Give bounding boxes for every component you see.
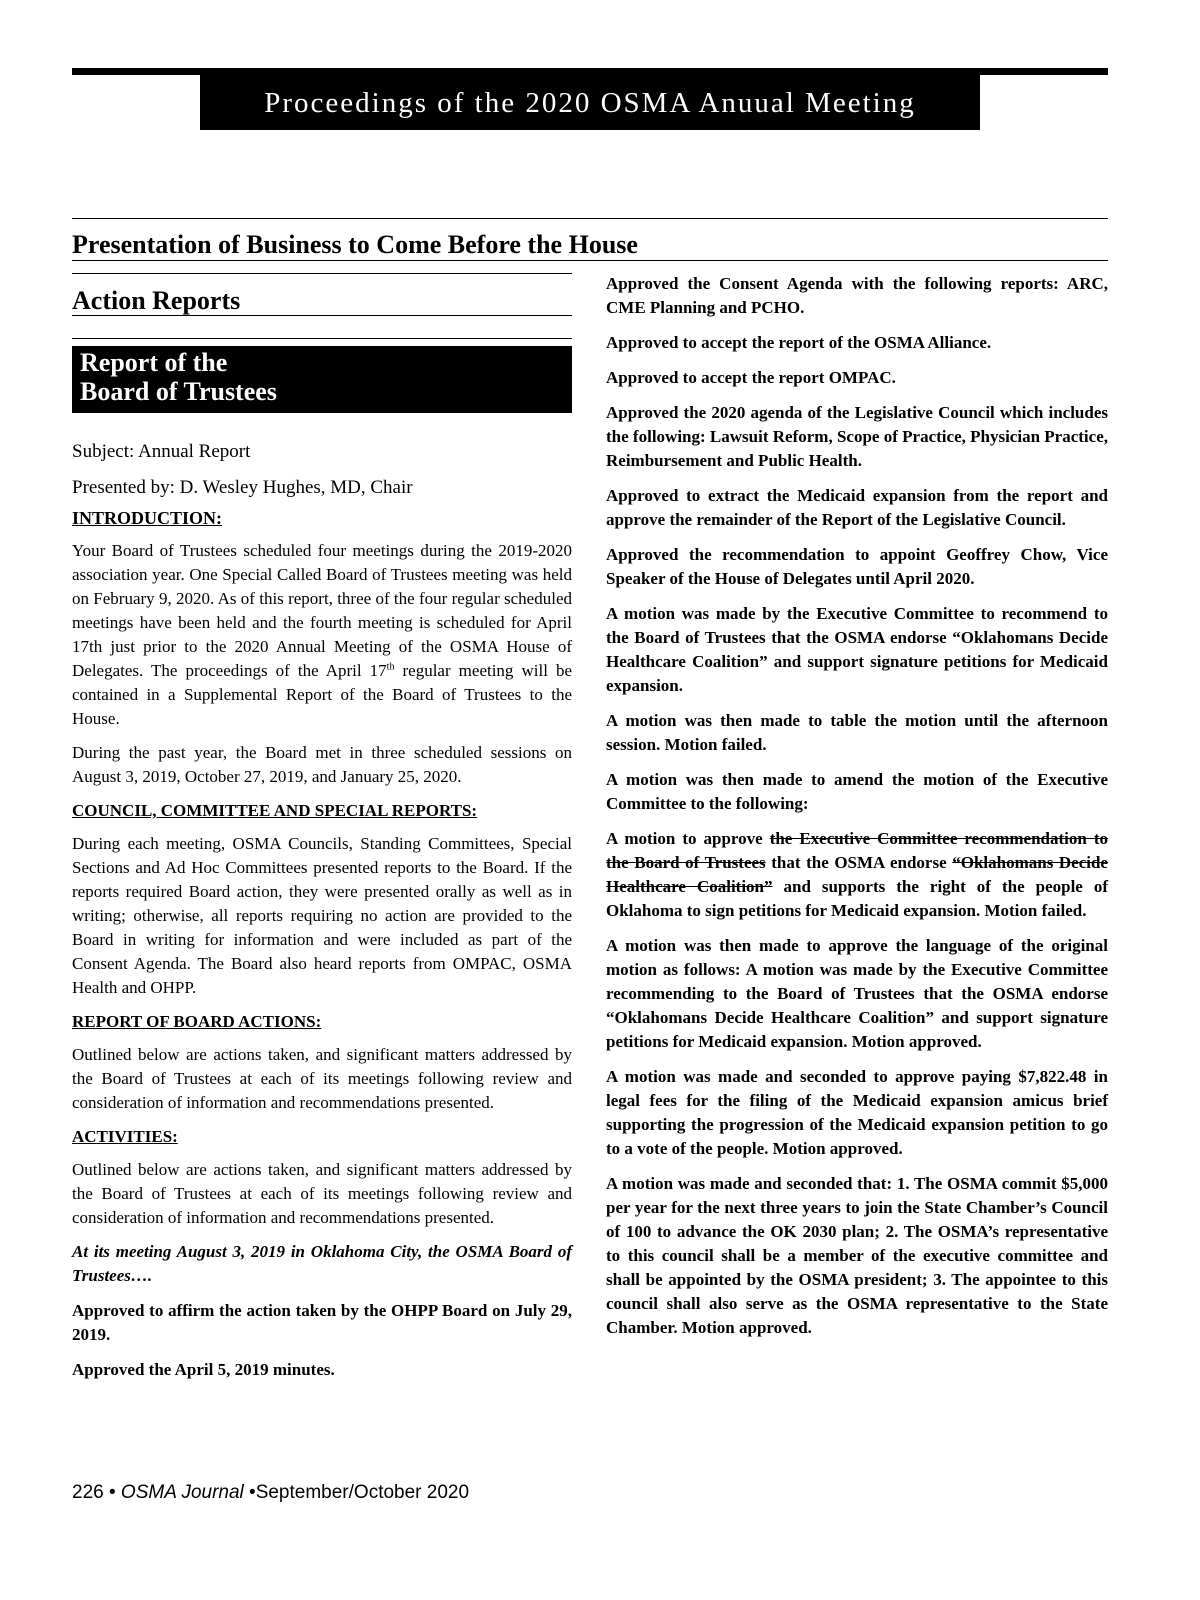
divider (72, 338, 572, 339)
amended-motion: A motion to approve the Executive Committee recommendation to the Board of Trustees that the OSMA endorse “Oklahomans Decide Healthcare Coalition” and supports the right of the people of Oklahoma to sign petitions for Medicaid expansion. Motion failed. (606, 829, 1109, 920)
page-footer (72, 1482, 469, 1504)
presented-by-line: Presented by: D. Wesley Hughes, MD, Chair (72, 477, 413, 498)
divider (72, 273, 572, 274)
meeting-intro: At its meeting August 3, 2019 in Oklahoma City, the OSMA Board of Trustees…. (72, 1242, 572, 1285)
action-item: Approved the recommendation to appoint Geoffrey Chow, Vice Speaker of the House of Delegates until April 2020. (606, 545, 1108, 588)
page-number: 226 • (72, 1482, 121, 1503)
action-item: A motion was then made to approve the language of the original motion as follows: A motion was made by the Executive Committee recommending to the Board of Trustees that the OSMA endorse “Oklahomans Decide Healthcare Coalition” and support signature petitions for Medicaid expansion. Motion approved. (606, 936, 1108, 1051)
issue-date: •September/October 2020 (243, 1482, 470, 1503)
action-item: Approved the April 5, 2019 minutes. (72, 1360, 335, 1379)
divider (72, 315, 572, 316)
action-item: Approved the 2020 agenda of the Legislative Council which includes the following: Lawsuit Reform, Scope of Practice, Physician Practice, Reimbursement and Public Health. (606, 403, 1108, 470)
subsection-title: Action Reports (72, 286, 241, 315)
activities-paragraph: Outlined below are actions taken, and significant matters addressed by the Board of Trustees at each of its meetings following review and consideration of information and recommendations presented. (72, 1160, 572, 1227)
right-column (606, 272, 1108, 1351)
journal-name: OSMA Journal (120, 1482, 244, 1503)
action-item: Approved to accept the report OMPAC. (606, 368, 896, 387)
subject-line: Subject: Annual Report (72, 441, 251, 462)
council-reports-heading: COUNCIL, COMMITTEE AND SPECIAL REPORTS: (72, 801, 478, 820)
left-column (72, 440, 572, 1393)
report-heading-line1: Report of the (80, 348, 228, 377)
section-title: Presentation of Business to Come Before the House (72, 230, 638, 259)
action-item: Approved the Consent Agenda with the following reports: ARC, CME Planning and PCHO. (606, 274, 1108, 317)
divider (72, 260, 1108, 261)
report-heading-box (72, 346, 572, 413)
action-item: A motion was made by the Executive Committee to recommend to the Board of Trustees that the OSMA endorse “Oklahomans Decide Healthcare Coalition” and support signature petitions for Medicaid expansion. (606, 604, 1108, 695)
introduction-heading: INTRODUCTION: (72, 508, 223, 528)
action-item: A motion was made and seconded that: 1. The OSMA commit $5,000 per year for the next three years to join the State Chamber’s Council of 100 to advance the OK 2030 plan; 2. The OSMA’s representative to this council shall be a member of the executive committee and shall be appointed by the OSMA president; 3. The appointee to this council shall also serve as the OSMA representative to the State Chamber. Motion approved. (606, 1174, 1108, 1337)
action-item: Approved to accept the report of the OSMA Alliance. (606, 333, 992, 352)
board-actions-heading: REPORT OF BOARD ACTIONS: (72, 1012, 322, 1031)
action-item: A motion was then made to amend the motion of the Executive Committee to the following: (606, 770, 1108, 813)
divider (72, 218, 1108, 219)
action-item: A motion was made and seconded to approve paying $7,822.48 in legal fees for the filing of the Medicaid expansion amicus brief supporting the progression of the Medicaid expansion petition to go to a vote of the people. Motion approved. (606, 1067, 1108, 1158)
struck-text: the Executive Committee recommendation to the Board of Trustees (606, 829, 1108, 872)
council-reports-paragraph: During each meeting, OSMA Councils, Standing Committees, Special Sections and Ad Hoc Committees presented reports to the Board. If the reports required Board action, they were presented orally as well as in writing; otherwise, all reports requiring no action are provided to the Board in writing for information and were included as part of the Consent Agenda. The Board also heard reports from OMPAC, OSMA Health and OHPP. (72, 834, 572, 997)
introduction-paragraph: Your Board of Trustees scheduled four meetings during the 2019-2020 association year. One Special Called Board of Trustees meeting was held on February 9, 2020. As of this report, three of the four regular scheduled meetings have been held and the fourth meeting is scheduled for April 17th just prior to the 2020 Annual Meeting of the OSMA House of Delegates. The proceedings of the April 17th regular meeting will be contained in a Supplemental Report of the Board of Trustees to the House. (72, 541, 573, 728)
action-item: Approved to extract the Medicaid expansion from the report and approve the remainder of the Report of the Legislative Council. (606, 486, 1108, 529)
action-item: Approved to affirm the action taken by the OHPP Board on July 29, 2019. (72, 1301, 572, 1344)
sessions-paragraph: During the past year, the Board met in three scheduled sessions on August 3, 2019, October 27, 2019, and January 25, 2020. (72, 743, 572, 786)
report-heading-line2: Board of Trustees (80, 377, 277, 406)
activities-heading: ACTIVITIES: (72, 1127, 178, 1146)
board-actions-paragraph: Outlined below are actions taken, and significant matters addressed by the Board of Trustees at each of its meetings following review and consideration of information and recommendations presented. (72, 1045, 572, 1112)
action-item: A motion was then made to table the motion until the afternoon session. Motion failed. (606, 711, 1108, 754)
banner-title: Proceedings of the 2020 OSMA Anuual Meeting (200, 74, 980, 130)
struck-text: “Oklahomans Decide Healthcare Coalition” (606, 853, 1108, 896)
